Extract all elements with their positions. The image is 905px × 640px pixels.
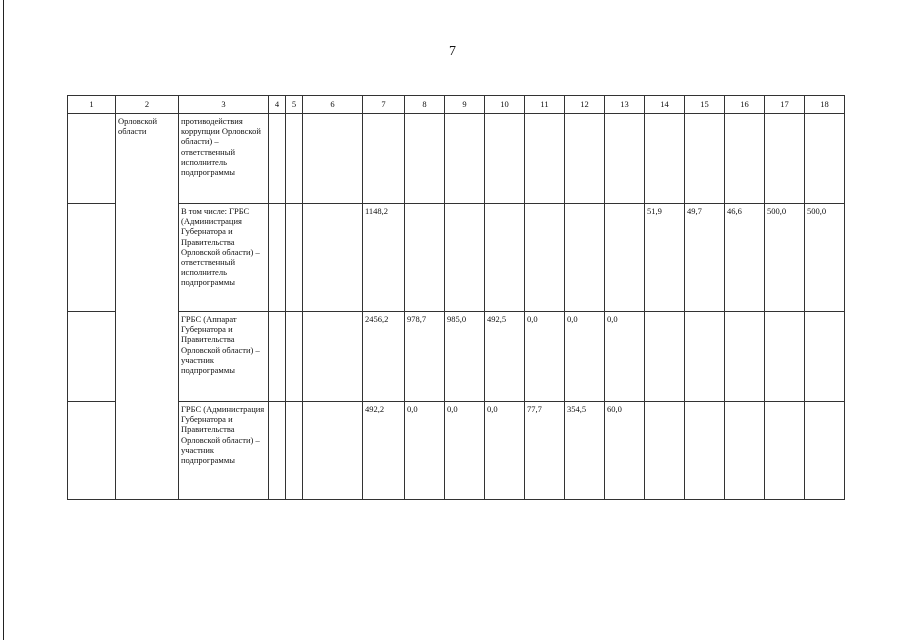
value-cell-col-12: 354,5	[565, 402, 605, 500]
value-cell-col-18	[805, 312, 845, 402]
cell-col-1	[68, 312, 116, 402]
value-cell-col-10: 492,5	[485, 312, 525, 402]
value-cell-col-5	[286, 204, 303, 312]
column-header-14: 14	[645, 96, 685, 114]
executor-description-cell: противодействия коррупции Орловской области) – ответственный исполнитель подпрограммы	[179, 114, 269, 204]
value-cell-col-14: 51,9	[645, 204, 685, 312]
value-cell-col-6	[303, 402, 363, 500]
value-cell-col-5	[286, 402, 303, 500]
column-header-1: 1	[68, 96, 116, 114]
table-row	[68, 114, 845, 204]
value-cell-col-15	[685, 402, 725, 500]
column-header-4: 4	[269, 96, 286, 114]
region-cell: Орловской области	[116, 114, 179, 500]
column-header-8: 8	[405, 96, 445, 114]
value-cell-col-15	[685, 114, 725, 204]
column-header-3: 3	[179, 96, 269, 114]
value-cell-col-7: 492,2	[363, 402, 405, 500]
column-header-17: 17	[765, 96, 805, 114]
cell-col-1	[68, 402, 116, 500]
column-header-2: 2	[116, 96, 179, 114]
value-cell-col-11: 77,7	[525, 402, 565, 500]
value-cell-col-6	[303, 312, 363, 402]
table-row	[68, 204, 845, 312]
column-header-6: 6	[303, 96, 363, 114]
value-cell-col-14	[645, 312, 685, 402]
column-header-10: 10	[485, 96, 525, 114]
header-row	[68, 96, 845, 114]
value-cell-col-6	[303, 114, 363, 204]
column-header-7: 7	[363, 96, 405, 114]
value-cell-col-16	[725, 312, 765, 402]
value-cell-col-13: 60,0	[605, 402, 645, 500]
value-cell-col-7	[363, 114, 405, 204]
value-cell-col-8	[405, 114, 445, 204]
value-cell-col-16: 46,6	[725, 204, 765, 312]
value-cell-col-14	[645, 402, 685, 500]
value-cell-col-11	[525, 114, 565, 204]
value-cell-col-5	[286, 114, 303, 204]
value-cell-col-12	[565, 204, 605, 312]
cell-col-1	[68, 114, 116, 204]
column-header-15: 15	[685, 96, 725, 114]
value-cell-col-16	[725, 402, 765, 500]
value-cell-col-7: 2456,2	[363, 312, 405, 402]
value-cell-col-15	[685, 312, 725, 402]
value-cell-col-5	[286, 312, 303, 402]
value-cell-col-17: 500,0	[765, 204, 805, 312]
column-header-12: 12	[565, 96, 605, 114]
value-cell-col-12: 0,0	[565, 312, 605, 402]
value-cell-col-6	[303, 204, 363, 312]
column-header-18: 18	[805, 96, 845, 114]
value-cell-col-17	[765, 402, 805, 500]
value-cell-col-11	[525, 204, 565, 312]
value-cell-col-13	[605, 114, 645, 204]
value-cell-col-18	[805, 114, 845, 204]
executor-description-cell: ГРБС (Аппарат Губернатора и Правительства Орловской области) – участник подпрограммы	[179, 312, 269, 402]
column-header-16: 16	[725, 96, 765, 114]
value-cell-col-18	[805, 402, 845, 500]
value-cell-col-15: 49,7	[685, 204, 725, 312]
page-margin-line	[3, 0, 4, 640]
value-cell-col-8: 0,0	[405, 402, 445, 500]
value-cell-col-17	[765, 312, 805, 402]
column-header-13: 13	[605, 96, 645, 114]
executor-description-cell: ГРБС (Администрация Губернатора и Правительства Орловской области) – участник подпрограммы	[179, 402, 269, 500]
value-cell-col-17	[765, 114, 805, 204]
value-cell-col-11: 0,0	[525, 312, 565, 402]
value-cell-col-13: 0,0	[605, 312, 645, 402]
value-cell-col-10: 0,0	[485, 402, 525, 500]
value-cell-col-4	[269, 204, 286, 312]
value-cell-col-7: 1148,2	[363, 204, 405, 312]
value-cell-col-13	[605, 204, 645, 312]
column-header-5: 5	[286, 96, 303, 114]
value-cell-col-4	[269, 402, 286, 500]
budget-table	[67, 95, 845, 500]
table-row	[68, 312, 845, 402]
value-cell-col-10	[485, 204, 525, 312]
value-cell-col-18: 500,0	[805, 204, 845, 312]
column-header-9: 9	[445, 96, 485, 114]
value-cell-col-9: 985,0	[445, 312, 485, 402]
value-cell-col-14	[645, 114, 685, 204]
cell-col-1	[68, 204, 116, 312]
value-cell-col-12	[565, 114, 605, 204]
value-cell-col-16	[725, 114, 765, 204]
value-cell-col-8	[405, 204, 445, 312]
value-cell-col-9	[445, 114, 485, 204]
value-cell-col-9	[445, 204, 485, 312]
page-number: 7	[449, 44, 456, 59]
value-cell-col-4	[269, 114, 286, 204]
executor-description-cell: В том числе: ГРБС (Администрация Губернатора и Правительства Орловской области) – ответственный исполнитель подпрограммы	[179, 204, 269, 312]
table-row	[68, 402, 845, 500]
value-cell-col-4	[269, 312, 286, 402]
value-cell-col-9: 0,0	[445, 402, 485, 500]
value-cell-col-8: 978,7	[405, 312, 445, 402]
value-cell-col-10	[485, 114, 525, 204]
column-header-11: 11	[525, 96, 565, 114]
